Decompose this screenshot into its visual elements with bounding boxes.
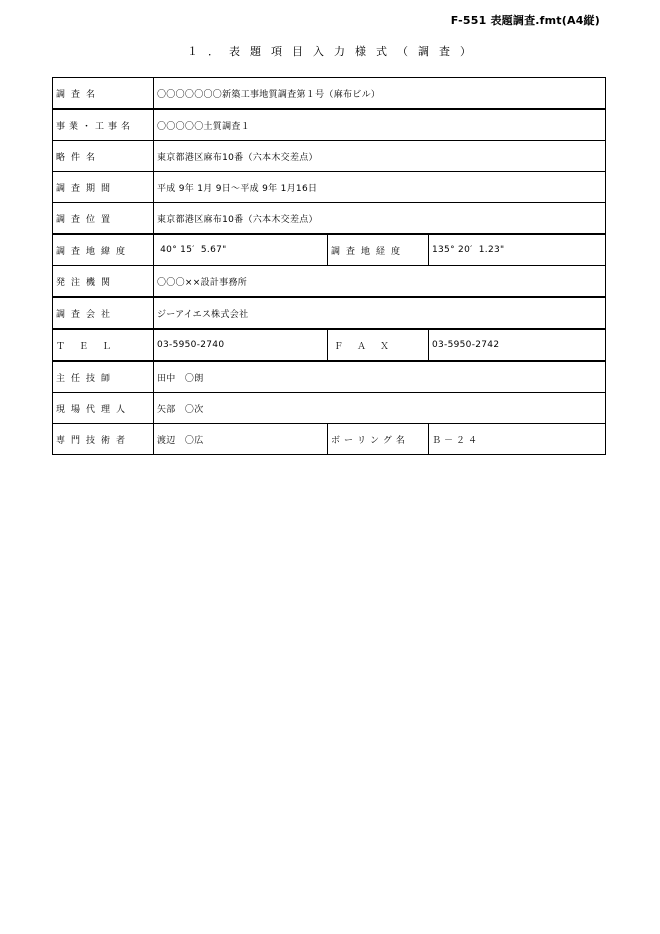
row-client <box>53 266 606 298</box>
file-header: F-551 表題調査.fmt(A4縦) <box>450 14 600 27</box>
chief-engineer-value[interactable]: 田中 〇朗 <box>154 361 606 393</box>
site-agent-value[interactable]: 矢部 〇次 <box>154 393 606 424</box>
boring-name-value[interactable]: Ｂ－２４ <box>429 424 606 455</box>
row-survey-period <box>53 172 606 203</box>
short-name-value[interactable]: 東京都港区麻布10番（六本木交差点） <box>154 141 606 172</box>
survey-period-label: 調査期間 <box>53 172 154 203</box>
form-table <box>52 77 606 455</box>
company-label: 調査会社 <box>53 297 154 329</box>
fax-value[interactable]: 03-5950-2742 <box>429 329 606 361</box>
survey-name-label: 調査名 <box>53 78 154 110</box>
row-specialist <box>53 424 606 455</box>
client-label: 発注機関 <box>53 266 154 298</box>
specialist-value[interactable]: 渡辺 〇広 <box>154 424 328 455</box>
boring-name-label: ボーリング名 <box>328 424 429 455</box>
fax-label: ＦＡＸ <box>328 329 429 361</box>
row-survey-location <box>53 203 606 235</box>
client-value[interactable]: 〇〇〇××設計事務所 <box>154 266 606 298</box>
row-site-agent <box>53 393 606 424</box>
tel-value[interactable]: 03-5950-2740 <box>154 329 328 361</box>
row-chief-engineer <box>53 361 606 393</box>
longitude-label: 調査地経度 <box>328 234 429 266</box>
longitude-value[interactable]: 135° 20′ 1.23" <box>429 234 606 266</box>
latitude-label: 調査地緯度 <box>53 234 154 266</box>
site-agent-label: 現場代理人 <box>53 393 154 424</box>
survey-location-label: 調査位置 <box>53 203 154 235</box>
project-name-label: 事業・工事名 <box>53 109 154 141</box>
survey-period-value[interactable]: 平成 9年 1月 9日～平成 9年 1月16日 <box>154 172 606 203</box>
chief-engineer-label: 主任技師 <box>53 361 154 393</box>
row-survey-name <box>53 78 606 110</box>
short-name-label: 略件名 <box>53 141 154 172</box>
survey-name-value[interactable]: 〇〇〇〇〇〇〇新築工事地質調査第１号（麻布ビル） <box>154 78 606 110</box>
project-name-value[interactable]: 〇〇〇〇〇土質調査１ <box>154 109 606 141</box>
row-coordinates <box>53 234 606 266</box>
row-short-name <box>53 141 606 172</box>
specialist-label: 専門技術者 <box>53 424 154 455</box>
row-contact <box>53 329 606 361</box>
survey-location-value[interactable]: 東京都港区麻布10番（六本木交差点） <box>154 203 606 235</box>
latitude-value[interactable]: 40° 15′ 5.67" <box>154 234 328 266</box>
tel-label: ＴＥＬ <box>53 329 154 361</box>
form-title: １．表題項目入力様式（調査） <box>187 45 481 58</box>
row-company <box>53 297 606 329</box>
company-value[interactable]: ジーアイエス株式会社 <box>154 297 606 329</box>
row-project-name <box>53 109 606 141</box>
